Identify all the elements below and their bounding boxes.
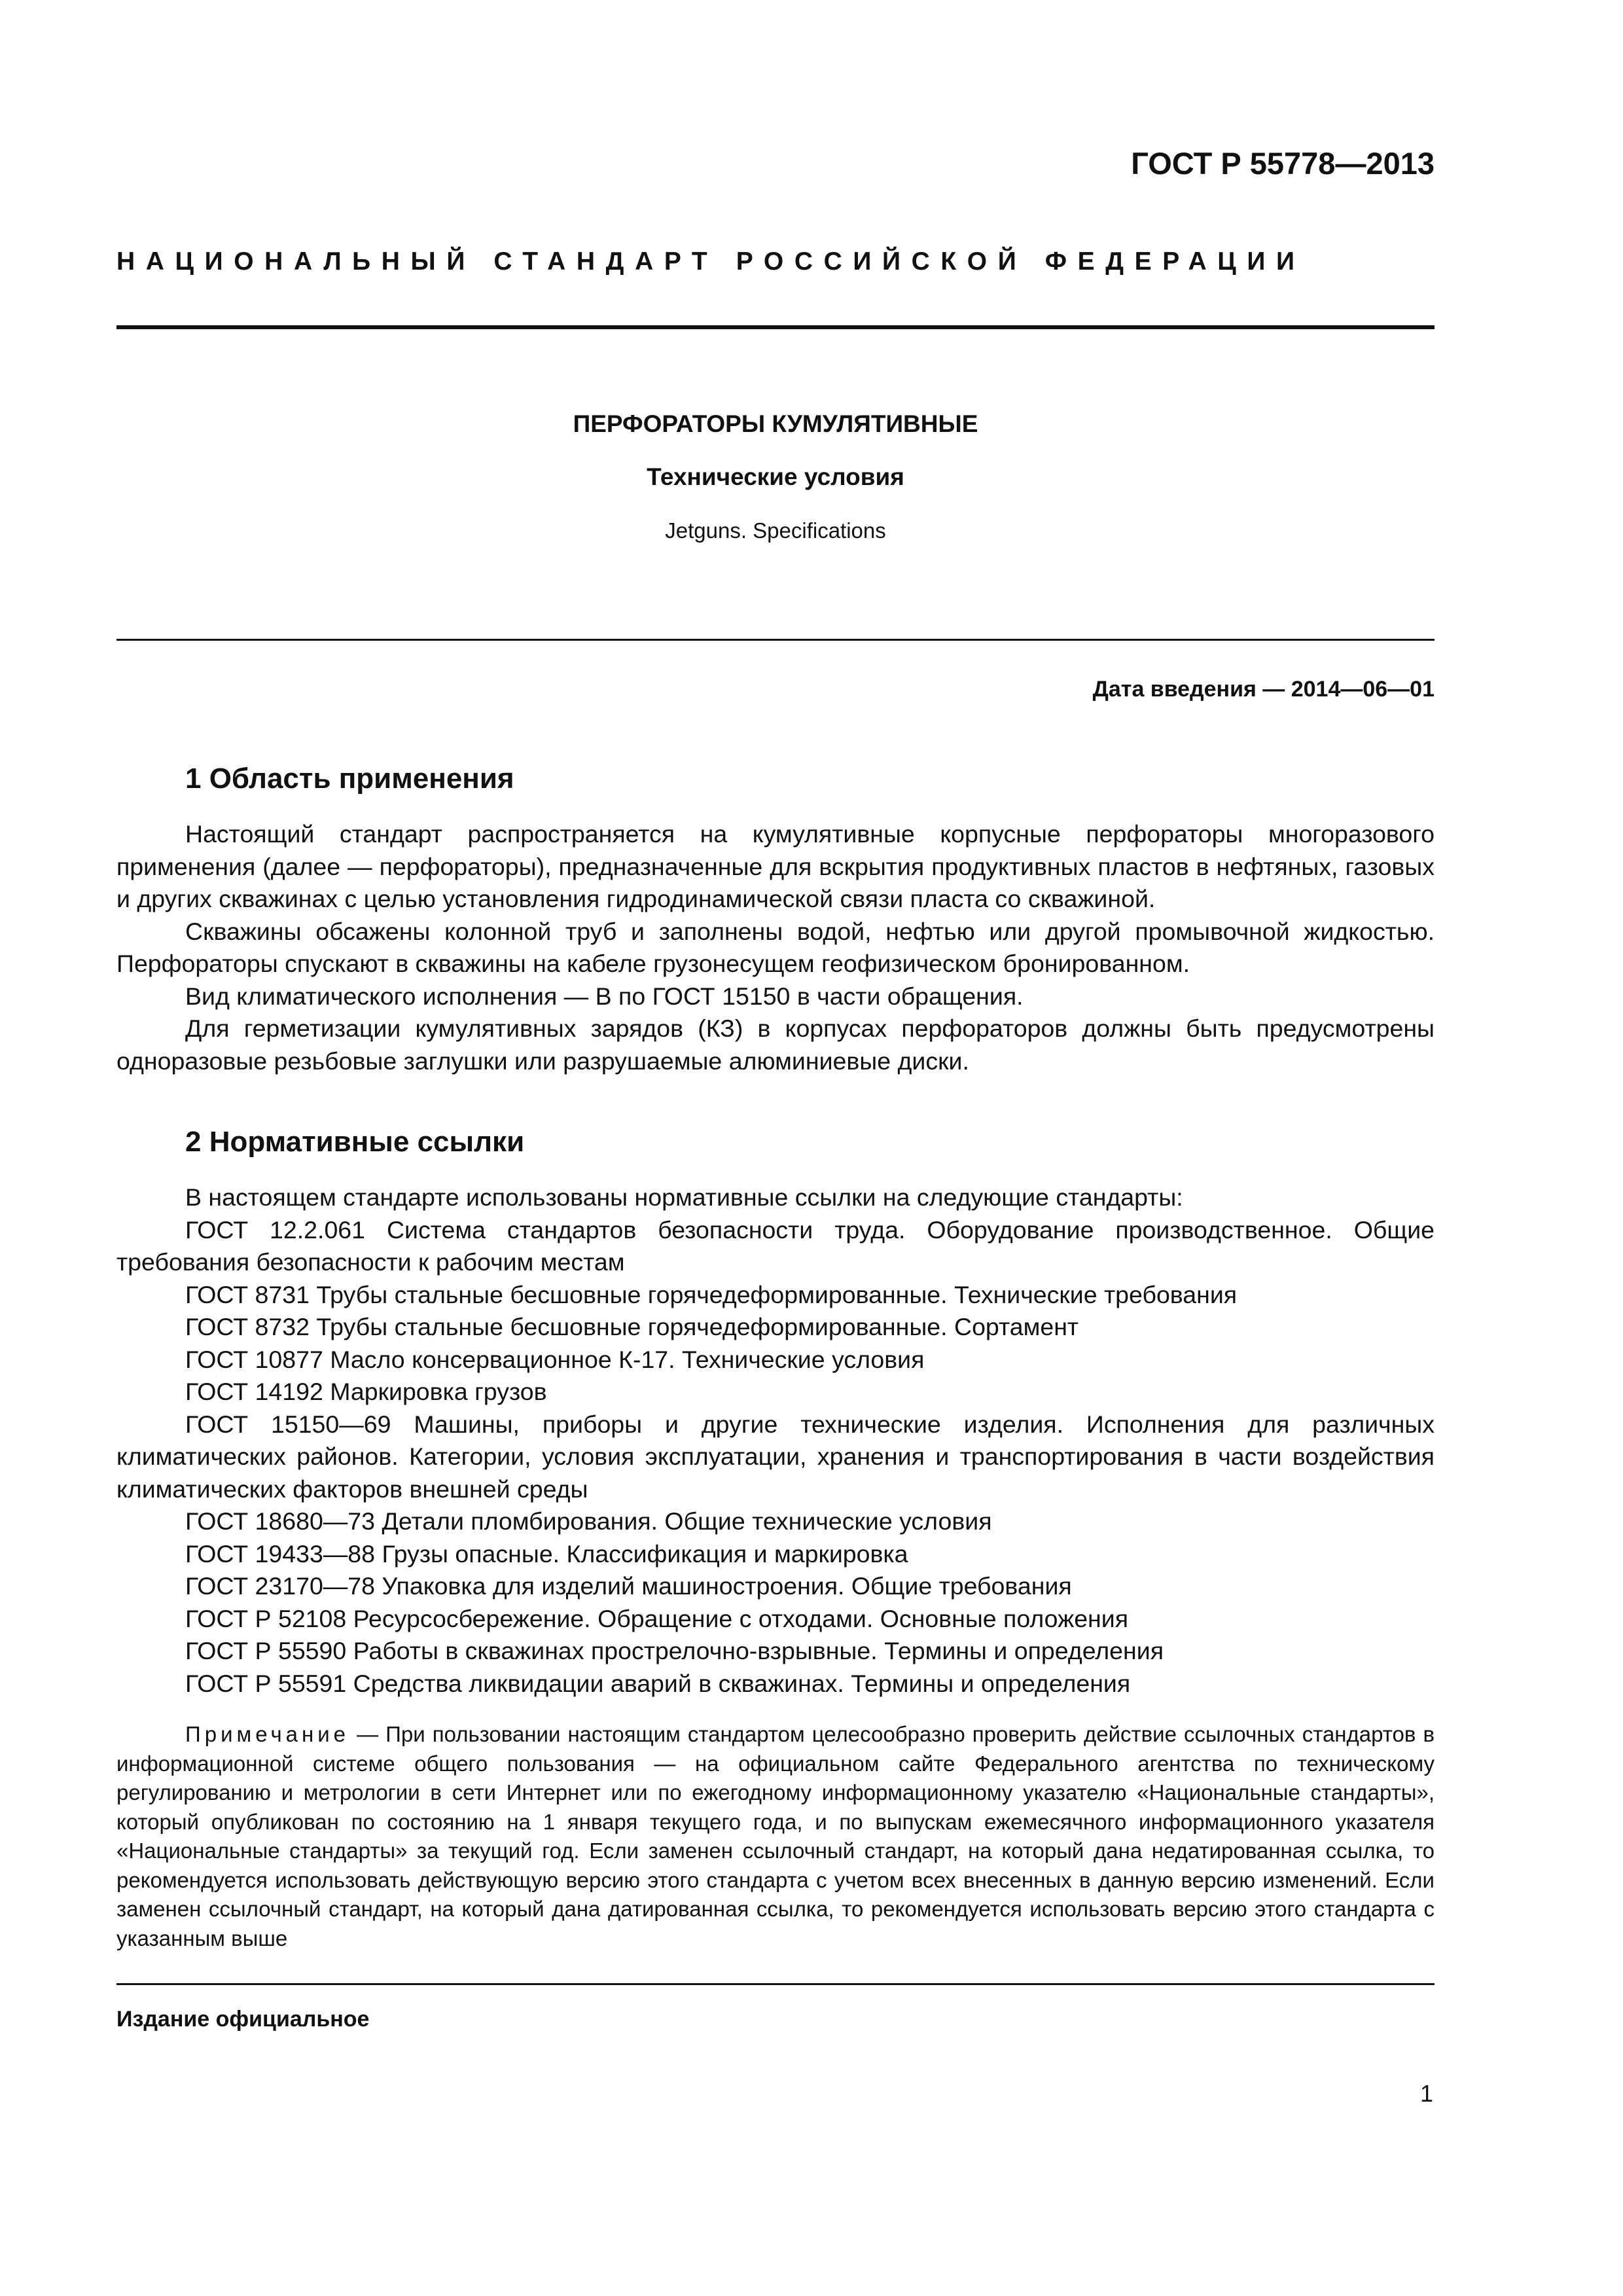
paragraph: В настоящем стандарте использованы нормативные ссылки на следующие стандарты:	[185, 1183, 1183, 1211]
paragraph: Вид климатического исполнения — В по ГОСТ 15150 в части обращения.	[185, 982, 1024, 1010]
reference-item: ГОСТ 23170—78 Упаковка для изделий машиностроения. Общие требования	[185, 1572, 1072, 1600]
reference-item: ГОСТ Р 52108 Ресурсосбережение. Обращение с отходами. Основные положения	[185, 1604, 1129, 1632]
section-1-heading: 1 Область применения	[185, 762, 514, 795]
footer-rule	[116, 1983, 1435, 1985]
reference-item: ГОСТ 19433—88 Грузы опасные. Классификация и маркировка	[185, 1539, 908, 1568]
standard-number: ГОСТ Р 55778—2013	[1131, 146, 1435, 181]
reference-item: ГОСТ Р 55590 Работы в скважинах прострелочно-взрывные. Термины и определения	[185, 1637, 1164, 1664]
note-text: — При пользовании настоящим стандартом целесообразно проверить действие ссылочных стандартов в информационной системе общего пользования — на официальном сайте Федерального агентства по техническому регулированию и метрологии в сети Интернет или по ежегодному информационному указателю «Национальные стандарты», который опубликован по состоянию на 1 января текущего года, и по выпускам ежемесячного информационного указателя «Национальные стандарты» за текущий год. Если заменен ссылочный стандарт, на который дана недатированная ссылка, то рекомендуется использовать действующую версию этого стандарта с учетом всех внесенных в данную версию изменений. Если заменен ссылочный стандарт, на который дана датированная ссылка, то рекомендуется использовать версию этого стандарта с указанным выше	[116, 1722, 1435, 1950]
page-number: 1	[1419, 2080, 1433, 2107]
note-label: Примечание	[185, 1722, 350, 1746]
section-2-heading: 2 Нормативные ссылки	[185, 1126, 525, 1158]
reference-item: ГОСТ 15150—69 Машины, приборы и другие технические изделия. Исполнения для различных климатических районов. Категории, условия эксплуатации, хранения и транспортирования в части воздействия климатических факторов внешней среды	[116, 1410, 1435, 1503]
reference-item: ГОСТ 18680—73 Детали пломбирования. Общие технические условия	[185, 1507, 992, 1535]
paragraph: Настоящий стандарт распространяется на кумулятивные корпусные перфораторы многоразового применения (далее — перфораторы), предназначенные для вскрытия продуктивных пластов в нефтяных, газовых и других скважинах с целью установления гидродинамической связи пласта со скважиной.	[116, 820, 1435, 912]
section-2-body	[116, 1181, 1435, 1700]
paragraph: Для герметизации кумулятивных зарядов (КЗ) в корпусах перфораторов должны быть предусмотрены одноразовые резьбовые заглушки или разрушаемые алюминиевые диски.	[116, 1014, 1435, 1075]
reference-item: ГОСТ 12.2.061 Система стандартов безопасности труда. Оборудование производственное. Общие требования безопасности к рабочим местам	[116, 1215, 1435, 1276]
document-title: ПЕРФОРАТОРЫ КУМУЛЯТИВНЫЕ	[573, 410, 978, 437]
reference-item: ГОСТ 8731 Трубы стальные бесшовные горячедеформированные. Технические требования	[185, 1280, 1238, 1308]
reference-item: ГОСТ 8732 Трубы стальные бесшовные горячедеформированные. Сортамент	[185, 1313, 1079, 1340]
english-title: Jetguns. Specifications	[665, 518, 886, 543]
introduction-date: Дата введения — 2014—06—01	[1092, 677, 1435, 702]
header-rule	[116, 325, 1435, 329]
title-rule	[116, 639, 1435, 641]
note-paragraph	[116, 1720, 1435, 1953]
note-block	[116, 1720, 1435, 1953]
document-subtitle: Технические условия	[647, 463, 904, 490]
reference-item: ГОСТ 14192 Маркировка грузов	[185, 1378, 547, 1405]
paragraph: Скважины обсажены колонной труб и заполнены водой, нефтью или другой промывочной жидкостью. Перфораторы спускают в скважины на кабеле грузонесущем геофизическом бронированном.	[116, 917, 1435, 977]
reference-item: ГОСТ 10877 Масло консервационное К-17. Технические условия	[185, 1345, 925, 1373]
reference-item: ГОСТ Р 55591 Средства ликвидации аварий в скважинах. Термины и определения	[185, 1669, 1131, 1697]
edition-label: Издание официальное	[116, 2007, 370, 2032]
section-1-body	[116, 818, 1435, 1077]
national-standard-line: НАЦИОНАЛЬНЫЙ СТАНДАРТ РОССИЙСКОЙ ФЕДЕРАЦИИ	[116, 247, 1306, 276]
